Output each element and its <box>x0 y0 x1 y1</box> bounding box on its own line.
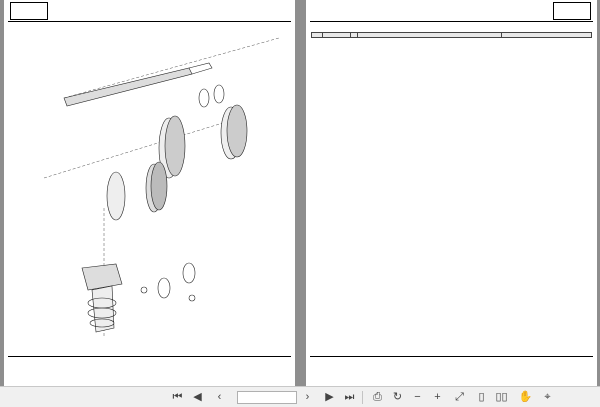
page-number-field[interactable] <box>237 391 297 404</box>
left-page <box>4 0 295 386</box>
back-icon[interactable]: ‹ <box>217 391 222 403</box>
last-page-icon[interactable]: ⏭ <box>344 391 355 403</box>
first-page-icon[interactable]: ⏮ <box>172 391 183 403</box>
page-number <box>10 2 48 20</box>
col-qty-header <box>350 33 357 38</box>
single-page-icon[interactable]: ▯ <box>478 391 485 403</box>
col-ref-header <box>312 33 323 38</box>
forward-icon[interactable]: › <box>305 391 310 403</box>
exploded-diagram <box>4 28 295 358</box>
zoom-out-icon[interactable]: − <box>414 391 421 403</box>
parts-table <box>311 32 592 38</box>
print-icon[interactable]: ⎙ <box>373 391 382 403</box>
page-number <box>553 2 591 20</box>
footer-rule <box>310 356 593 357</box>
col-description-header <box>357 33 501 38</box>
zoom-in-icon[interactable]: + <box>434 391 441 403</box>
next-page-icon[interactable]: ▶ <box>325 391 334 403</box>
toolbar-divider <box>362 391 363 404</box>
hand-tool-icon[interactable]: ✋ <box>518 391 533 403</box>
select-tool-icon[interactable]: ⌖ <box>544 391 551 403</box>
footer-rule <box>8 356 291 357</box>
two-page-icon[interactable]: ▯▯ <box>495 391 508 403</box>
header-rule <box>310 21 593 22</box>
col-notes-header <box>502 33 592 38</box>
col-partno-header <box>322 33 350 38</box>
prev-page-icon[interactable]: ◀ <box>193 391 202 403</box>
header-rule <box>8 21 291 22</box>
rotate-icon[interactable]: ↻ <box>392 391 403 403</box>
fit-page-icon[interactable]: ⤢ <box>455 391 464 403</box>
right-page <box>306 0 597 386</box>
viewer-toolbar <box>0 386 600 407</box>
table-header-row <box>312 33 592 38</box>
